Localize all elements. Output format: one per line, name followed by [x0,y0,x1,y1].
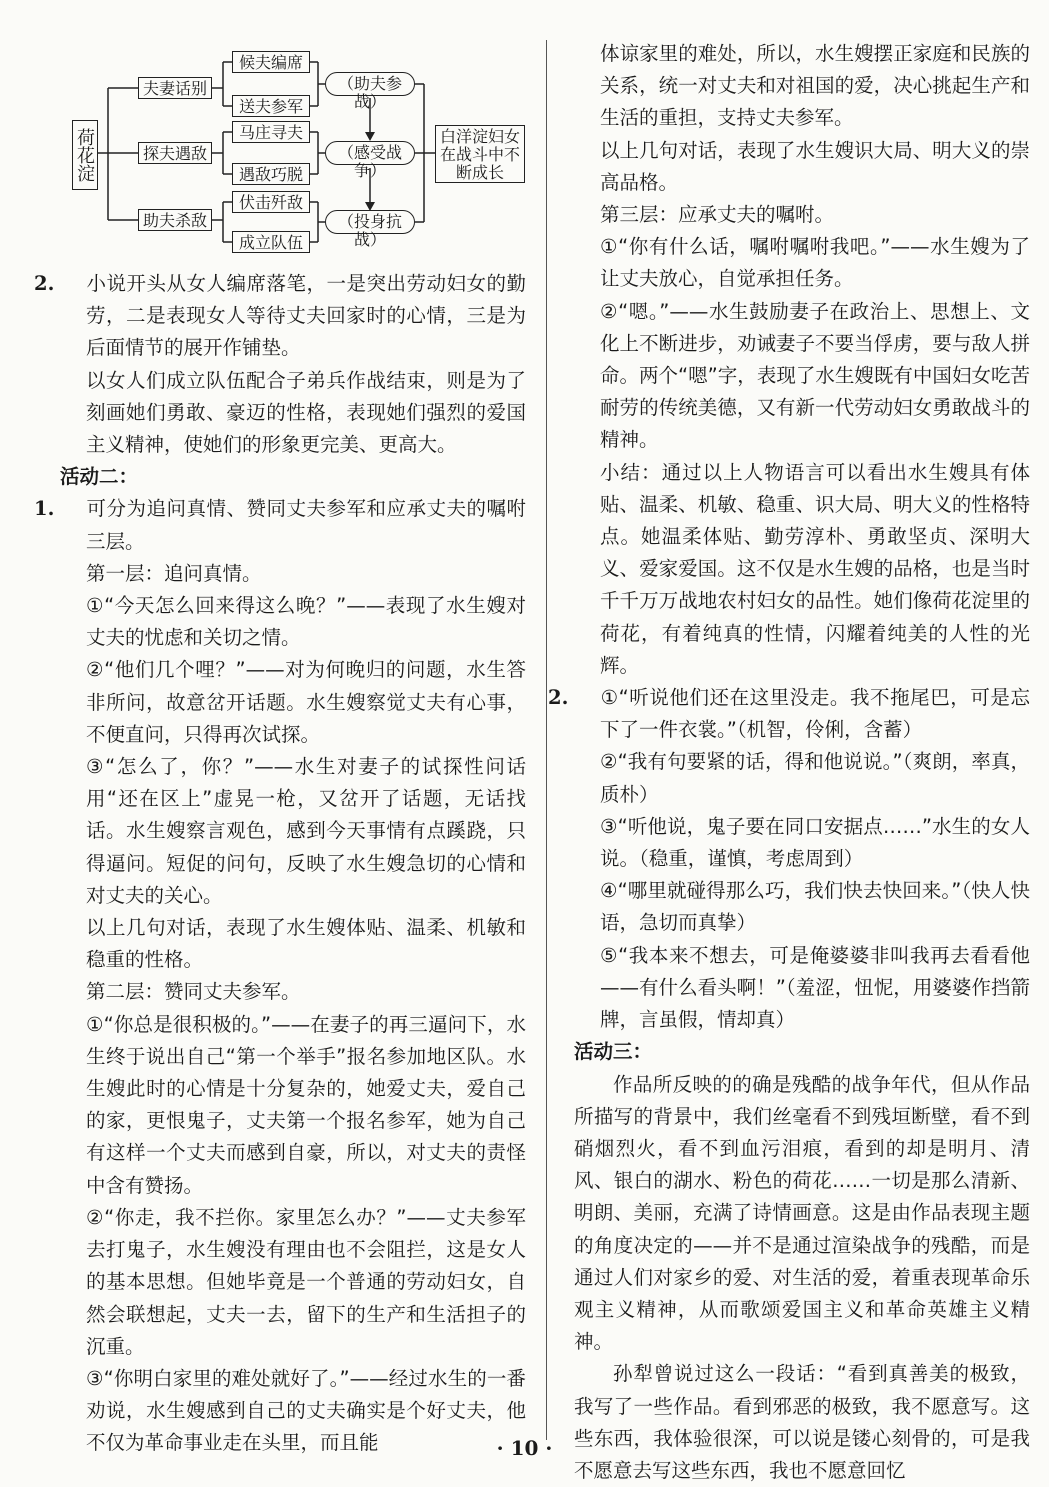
right-column [548,38,1030,1487]
mindmap-branch-visit: 探夫遇敌 [138,142,212,164]
layer-1-summary: 以上几句对话，表现了水生嫂体贴、温柔、机敏和稳重的性格。 [86,916,526,972]
dialogue-item: ③“听他说，鬼子要在同口安据点……”水生的女人说。（稳重，谨慎，考虑周到） [600,814,1030,871]
mindmap-stage: （助夫参战） [325,72,415,96]
layer-3-item: ①“你有什么话，嘱咐嘱咐我吧。”——水生嫂为了让丈夫放心，自觉承担任务。 [600,235,1030,291]
mindmap-leaf: 伏击歼敌 [232,191,310,213]
mindmap-stage: （感受战争） [325,141,415,165]
page-number: · 10 · [496,1436,553,1460]
q2-dialogue-answer [548,682,1030,746]
layer-2-item: ③“你明白家里的难处就好了。”——经过水生的一番劝说，水生嫂感到自己的丈夫确实是个好丈夫，他不仅为革命事业走在头里，而且能 [86,1366,526,1455]
question-number: 1. [34,497,55,521]
continuation-text: 体谅家里的难处，所以，水生嫂摆正家庭和民族的关系，统一对丈夫和对祖国的爱，决心挑起生产和生活的重担，支持丈夫参军。 [600,42,1030,130]
dialogue-item: ④“哪里就碰得那么巧，我们快去快回来。”（快人快语，急切而真挚） [600,879,1030,935]
question-number: 2. [34,272,55,295]
mindmap-leaf: 成立队伍 [232,231,310,253]
layer-2-title: 第二层：赞同丈夫参军。 [86,980,301,1004]
left-column [34,38,526,1460]
q2-paragraph-1: 小说开头从女人编席落笔，一是突出劳动妇女的勤劳，二是表现女人等待丈夫回家时的心情，三是为后面情节的展开作铺垫。 [86,272,526,360]
activity-3-paragraph-1: 作品所反映的的确是残酷的战争年代，但从作品所描写的背景中，我们丝毫看不到残垣断壁，看不到硝烟烈火，看不到血污泪痕，看到的却是明月、清风、银白的湖水、粉色的荷花……一切是那么清新、明朗、美丽，充满了诗情画意。这是由作品表现主题的角度决定的——并不是通过渲染战争的残酷，而是通过人们对家乡的爱、对生活的爱，着重表现革命乐观主义精神，从而歌颂爱国主义和革命英雄主义精神。 [574,1072,1030,1354]
q2-answer [34,268,526,365]
layer-1-item: ②“他们几个哩？”——对为何晚归的问题，水生答非所问，故意岔开话题。水生嫂察觉丈夫有心事，不便直问，只得再次试探。 [86,658,526,746]
layer-1-title: 第一层：追问真情。 [86,561,262,585]
layer-3-item: ②“嗯。”——水生鼓励妻子在政治上、思想上、文化上不断进步，劝诫妻子不要当俘虏，要与敌人拼命。两个“嗯”字，表现了水生嫂既有中国妇女吃苦耐劳的传统美德，又有新一代劳动妇女勇敢战斗的精神。 [600,299,1030,452]
a1-text: 可分为追问真情、赞同丈夫参军和应承丈夫的嘱咐三层。 [86,497,526,553]
question-number: 2. [548,686,569,710]
mindmap-leaf: 送夫参军 [232,95,310,117]
activity-3-paragraph-2: 孙犁曾说过这么一段话：“看到真善美的极致，我写了一些作品。看到邪恶的极致，我不愿意写。这些东西，我体验很深，可以说是镂心刻骨的，可是我不愿意去写这些东西，我也不愿意回忆 [574,1362,1030,1482]
structure-mindmap [60,38,526,260]
q2-paragraph-2: 以女人们成立队伍配合子弟兵作战结束，则是为了刻画她们勇敢、豪迈的性格，表现她们强烈的爱国主义精神，使她们的形象更完美、更高大。 [86,368,526,457]
mindmap-leaf: 候夫编席 [232,51,310,73]
mindmap-result: 白洋淀妇女在战斗中不断成长 [435,125,525,183]
summary-paragraph: 小结：通过以上人物语言可以看出水生嫂具有体贴、温柔、机敏、稳重、识大局、明大义的性格特点。她温柔体贴、勤劳淳朴、勇敢坚贞、深明大义、爱家爱国。这不仅是水生嫂的品格，也是当时千千万万战地农村妇女的品性。她们像荷花淀里的荷花，有着纯真的性情，闪耀着纯美的人性的光辉。 [600,460,1030,677]
mindmap-stage: （投身抗战） [325,210,415,234]
mindmap-leaf: 马庄寻夫 [232,121,310,143]
dialogue-item: ②“我有句要紧的话，得和他说说。”（爽朗，率真，质朴） [600,750,1030,806]
layer-3-title: 第三层：应承丈夫的嘱咐。 [600,203,835,227]
mindmap-branch-farewell: 夫妻话别 [138,77,212,99]
layer-2-item: ①“你总是很积极的。”——在妻子的再三逼问下，水生终于说出自己“第一个举手”报名参加地区队。水生嫂此时的心情是十分复杂的，她爱丈夫，爱自己的家，更恨鬼子，丈夫第一个报名参军，她为自己有这样一个丈夫而感到自豪，所以，对丈夫的责怪中含有赞扬。 [86,1012,526,1197]
mindmap-branch-fight: 助夫杀敌 [138,209,212,231]
dialogue-item: ⑤“我本来不想去，可是俺婆婆非叫我再去看看他——有什么看头啊！”（羞涩，忸怩，用婆婆作挡箭牌，言虽假，情却真） [600,943,1030,1032]
layer-2-item: ②“你走，我不拦你。家里怎么办？”——丈夫参军去打鬼子，水生嫂没有理由也不会阻拦，这是女人的基本思想。但她毕竟是一个普通的劳动妇女，自然会联想起，丈夫一去，留下的生产和生活担子的沉重。 [86,1205,526,1358]
column-divider [546,40,547,1440]
activity-2-title: 活动二： [60,465,139,489]
layer-2-summary: 以上几句对话，表现了水生嫂识大局、明大义的崇高品格。 [600,138,1030,194]
dialogue-item: ①“听说他们还在这里没走。我不拖尾巴，可是忘下了一件衣裳。”（机智，伶俐，含蓄） [600,686,1030,742]
layer-1-item: ①“今天怎么回来得这么晚？”——表现了水生嫂对丈夫的忧虑和关切之情。 [86,594,526,650]
layer-1-item: ③“怎么了，你？”——水生对妻子的试探性问话用“还在区上”虚晃一枪，又岔开了话题，无话找话。水生嫂察言观色，感到今天事情有点蹊跷，只得逼问。短促的问句，反映了水生嫂急切的心情和对丈夫的关心。 [86,755,526,907]
activity-3-title: 活动三： [574,1040,653,1064]
mindmap-root: 荷花淀 [72,120,98,190]
a1-answer [34,493,526,557]
mindmap-leaf: 遇敌巧脱 [232,163,310,185]
